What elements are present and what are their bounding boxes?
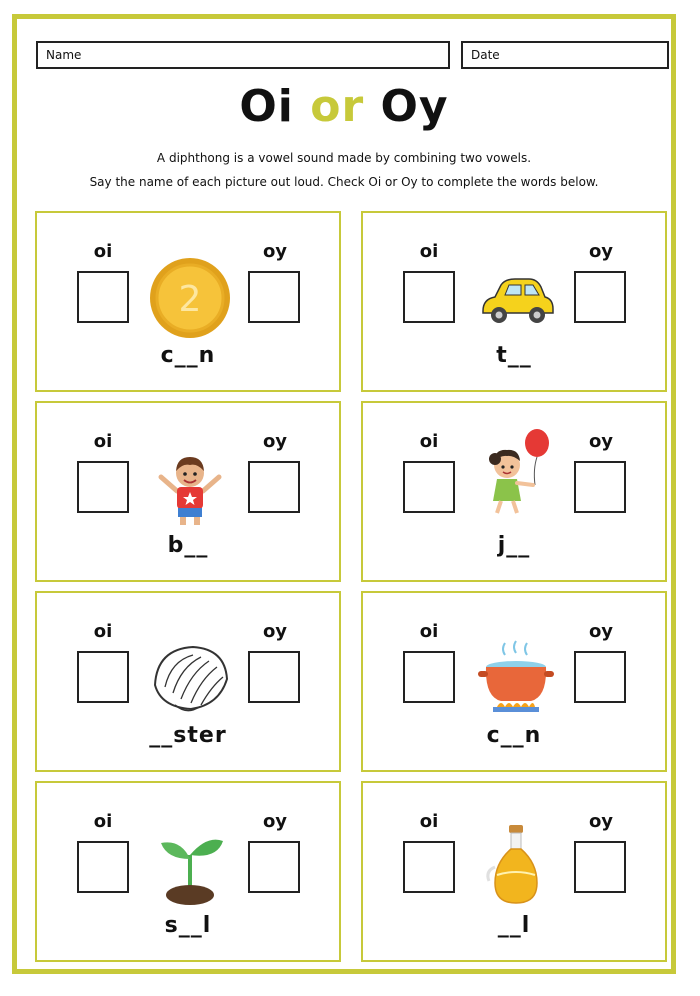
- word-blank: c__n: [486, 723, 542, 748]
- name-label: Name: [46, 48, 82, 62]
- oi-checkbox[interactable]: [403, 461, 455, 513]
- oi-label: oi: [93, 811, 113, 832]
- oi-label: oi: [93, 241, 113, 262]
- oy-label: oy: [588, 811, 614, 832]
- toy-car-icon: [473, 255, 559, 341]
- oi-label: oi: [419, 621, 439, 642]
- oy-label: oy: [588, 241, 614, 262]
- oi-label: oi: [419, 241, 439, 262]
- oy-label: oy: [262, 431, 288, 452]
- oy-checkbox[interactable]: [248, 461, 300, 513]
- date-label: Date: [471, 48, 500, 62]
- instructions-line-1: A diphthong is a vowel sound made by combining two vowels.: [156, 151, 532, 165]
- worksheet-page: [12, 14, 676, 974]
- coin-number: 2: [178, 279, 202, 320]
- oy-label: oy: [588, 431, 614, 452]
- oi-checkbox[interactable]: [403, 841, 455, 893]
- title-oi: Oi: [239, 81, 294, 132]
- oy-label: oy: [588, 621, 614, 642]
- oy-checkbox[interactable]: [248, 841, 300, 893]
- title-or: or: [310, 81, 365, 132]
- oy-label: oy: [262, 621, 288, 642]
- girl-balloon-icon: [473, 413, 559, 531]
- oi-checkbox[interactable]: [403, 651, 455, 703]
- word-blank: b__: [167, 533, 209, 558]
- card-boiling-pot: [361, 591, 667, 772]
- oy-checkbox[interactable]: [574, 271, 626, 323]
- name-field[interactable]: [36, 41, 450, 69]
- oy-checkbox[interactable]: [574, 841, 626, 893]
- word-blank: s__l: [164, 913, 212, 938]
- boy-icon: [147, 445, 233, 531]
- oy-label: oy: [262, 241, 288, 262]
- oy-checkbox[interactable]: [574, 461, 626, 513]
- card-toy-car: [361, 211, 667, 392]
- oi-label: oi: [93, 621, 113, 642]
- instructions-line-2: Say the name of each picture out loud. Check Oi or Oy to complete the words below.: [89, 175, 599, 189]
- coin-icon: [147, 255, 233, 341]
- oi-checkbox[interactable]: [77, 271, 129, 323]
- boiling-pot-icon: [473, 635, 559, 721]
- oy-checkbox[interactable]: [574, 651, 626, 703]
- word-blank: c__n: [160, 343, 216, 368]
- oy-checkbox[interactable]: [248, 651, 300, 703]
- sprout-soil-icon: [147, 825, 233, 911]
- title-oy: Oy: [380, 81, 449, 132]
- oi-label: oi: [93, 431, 113, 452]
- oi-checkbox[interactable]: [403, 271, 455, 323]
- card-girl-balloon: [361, 401, 667, 582]
- oi-checkbox[interactable]: [77, 651, 129, 703]
- oi-checkbox[interactable]: [77, 841, 129, 893]
- card-boy: [35, 401, 341, 582]
- card-oyster: [35, 591, 341, 772]
- card-oil: [361, 781, 667, 962]
- word-blank: __l: [497, 913, 531, 938]
- word-blank: j__: [497, 533, 531, 558]
- word-blank: t__: [496, 343, 532, 368]
- oil-bottle-icon: [473, 823, 559, 909]
- word-blank: __ster: [149, 723, 227, 748]
- oy-checkbox[interactable]: [248, 271, 300, 323]
- oyster-shell-icon: [147, 635, 233, 721]
- oi-label: oi: [419, 431, 439, 452]
- oi-checkbox[interactable]: [77, 461, 129, 513]
- card-coin: [35, 211, 341, 392]
- date-field[interactable]: [461, 41, 669, 69]
- oi-label: oi: [419, 811, 439, 832]
- card-soil: [35, 781, 341, 962]
- oy-label: oy: [262, 811, 288, 832]
- page-title: [17, 81, 671, 132]
